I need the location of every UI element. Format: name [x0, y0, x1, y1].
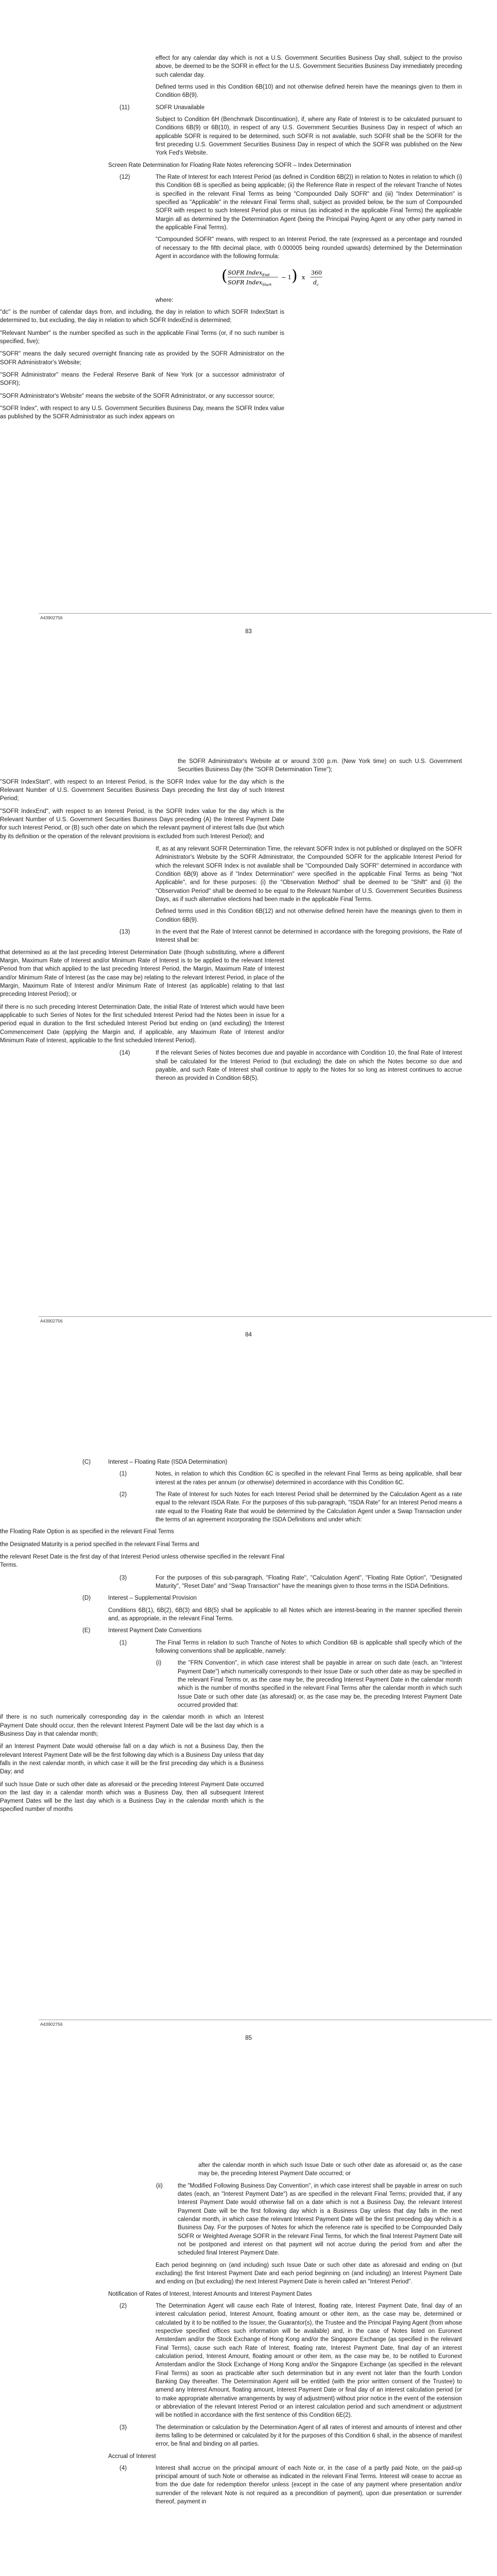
where-label: where: [156, 297, 174, 303]
list-item-text: "SOFR Administrator's Website" means the website of the SOFR Administrator, or any successor source; [0, 393, 275, 399]
document-id: A43902756 [40, 1318, 63, 1324]
list-item-text: "SOFR" means the daily secured overnight financing rate as provided by the SOFR Administrator on the SOFR Administrator's Website; [0, 351, 284, 366]
page-number: 84 [245, 1332, 252, 1338]
paragraph: Each period beginning on (and including) such Issue Date or such other date as aforesaid and ending on (but excluding) the first Interest Payment Date and each period beginning on (and including) an Interest Payment Date and ending on (but excluding) the next Interest Payment Date is herein called an "Interest Period". [156, 2262, 462, 2285]
footer-rule [39, 1316, 492, 1317]
condition-c2: (2) The Rate of Interest for such Notes for each Interest Period shall be determined by the Calculation Agent as a rate equal to the relevant ISDA Rate. For the purposes of this sub-paragraph, "ISDA Rate" for an Interest Period means a rate equal to the Floating Rate that would be determined by the Calculation Agent under a Swap Transaction under the terms of an agreement incorporating the ISDA Definitions and under which: [119, 1491, 462, 1523]
list-item [0, 1742, 264, 1776]
list-item-text: "Relevant Number" is the number specified as such in the applicable Final Terms (or, if no such number is specified, five); [0, 330, 284, 345]
svg-text:(: ( [221, 267, 228, 285]
paragraph: Subject to Condition 6H (Benchmark Discontinuation), if, where any Rate of Interest is to be calculated pursuant to Conditions 6B(9) or 6B(10), in respect of any U.S. Government Securities Business Day in respect of which an applicable SOFR is required to be determined, such SOFR is not available, such SOFR shall be the SOFR for the first preceding U.S. Government Securities Business Day in respect of which the SOFR was published on the New York Fed's Website. [156, 116, 462, 157]
condition-11: (11) SOFR Unavailable [119, 104, 205, 111]
list-item-text: if such Issue Date or such other date as aforesaid or the preceding Interest Payment Date occurred on the last day in a calendar month which was a Business Day, then all subsequent Interest Payment Dates will be the last day which is a Business Day in the calendar month which is the specified number of months [0, 1781, 264, 1813]
svg-text:360: 360 [311, 269, 322, 277]
section-heading: Screen Rate Determination for Floating Rate Notes referencing SOFR – Index Determination [108, 162, 351, 168]
page-number: 85 [245, 2035, 252, 2041]
list-item-text: "dc" is the number of calendar days from, and including, the day in relation to which SOFR IndexStart is determined to, but excluding, the day in relation to which SOFR IndexEnd is determined; [0, 309, 284, 324]
paragraph: Conditions 6B(1), 6B(2), 6B(3) and 6B(5) shall be applicable to all Notes which are interest-bearing in the manner specified therein and, as appropriate, in the relevant Final Terms. [108, 1607, 462, 1622]
list-item-text: if an Interest Payment Date would otherwise fall on a day which is not a Business Day, then the relevant Interest Payment Date will be the first following day which is a Business Day unless that day falls in the next calendar month, in which case it will be the first preceding day which is a Business Day; and [0, 1743, 264, 1775]
svg-text:− 1: − 1 [281, 274, 292, 281]
paragraph: the SOFR Administrator's Website at or around 3:00 p.m. (New York time) on such U.S. Government Securities Business Day (the "SOFR Determination Time"); [178, 758, 462, 773]
list-item [0, 1781, 264, 1814]
document-id: A43902756 [40, 615, 63, 620]
paragraph: Defined terms used in this Condition 6B(12) and not otherwise defined herein have the meanings given to them in Condition 6B(9). [156, 908, 462, 923]
list-item [0, 1003, 284, 1045]
list-item [0, 371, 284, 388]
condition-e1-i: (i) the "FRN Convention", in which case interest shall be payable in arrear on such date (each, an "Interest Payment Date") which numerically corresponds to their Issue Date or such other date as may be specified in the relevant Final Terms or, as the case may be, the preceding Interest Payment Date in the calendar month which is the number of months specified in the relevant Final Terms after the calendar month in which such Issue Date or such other date (as aforesaid) or, as the case may be, the preceding Interest Payment Date occurred provided that: [156, 1660, 462, 1708]
footer-rule [39, 613, 492, 614]
list-item-text: if there is no such preceding Interest Determination Date, the initial Rate of Interest which would have been applicable to such Series of Notes for the first scheduled Interest Period had the Notes been in issue for a period equal in duration to the first scheduled Interest Period but ending on (and excluding) the Interest Commencement Date (applying the Margin and, if applicable, any Maximum Rate of Interest and/or Minimum Rate of Interest, applicable to the first scheduled Interest Period). [0, 1004, 284, 1044]
section-heading-e: (E) Interest Payment Date Conventions [82, 1628, 202, 1634]
list-item [0, 392, 284, 400]
list-item-text: the relevant Reset Date is the first day of that Interest Period unless otherwise specified in the relevant Final Terms. [0, 1553, 284, 1569]
list-item [0, 1713, 264, 1738]
list-item-text: "SOFR Administrator" means the Federal Reserve Bank of New York (or a successor administrator of SOFR); [0, 371, 284, 387]
list-item-text: "SOFR IndexEnd", with respect to an Interest Period, is the SOFR Index value for the day which is the Relevant Number of U.S. Government Securities Business Days preceding (A) the Interest Payment Date for such Interest Period, or (B) such other date on which the relevant payment of interest falls due (but which by its definition or the operation of the relevant provisions is excluded from such Interest Period); and [0, 808, 284, 840]
condition-e3: (3) The determination or calculation by the Determination Agent of all rates of interest and amounts of interest and other items falling to be determined or calculated by it for the purposes of this Condition 6 shall, in the absence of manifest error, be final and binding on all parties. [119, 2424, 462, 2448]
paragraph: Defined terms used in this Condition 6B(10) and not otherwise defined herein have the meanings given to them in Condition 6B(9). [156, 83, 462, 99]
svg-text:x: x [302, 274, 305, 281]
list-item [0, 350, 284, 367]
section-heading: Accrual of Interest [108, 2453, 156, 2460]
paragraph: after the calendar month in which such Issue Date or such other date as aforesaid or, as the case may be, the preceding Interest Payment Date occurred; or [198, 2162, 462, 2177]
paragraph: "Compounded SOFR" means, with respect to an Interest Period, the rate (expressed as a percentage and rounded of necessary to the fifth decimal place, with 0.000005 being rounded upwards) determined by the Determination Agent in accordance with the following formula: [156, 236, 462, 260]
definitions-list [0, 308, 497, 421]
condition-13-items [0, 948, 497, 1045]
svg-text:SOFR IndexStart: SOFR Index$_{Start}$ [228, 279, 272, 287]
paragraph: effect for any calendar day which is not a U.S. Government Securities Business Day shall, subject to the proviso above, be deemed to be the SOFR in effect for the U.S. Government Securities Business Day immediately preceding such calendar day. [156, 55, 462, 78]
list-item [0, 1540, 284, 1549]
page-85 [0, 1406, 497, 2110]
condition-e4: (4) Interest shall accrue on the principal amount of each Note or, in the case of a partly paid Note, on the paid-up principal amount of such Note or otherwise as indicated in the relevant Final Terms. Interest will cease to accrue as from the due date for redemption therefor unless (except in the case of any payment where presentation and/or surrender of the relevant Note is not required as a precondition of payment), upon due presentation or surrender thereof, payment in [119, 2465, 462, 2505]
condition-12: (12) The Rate of Interest for each Interest Period (as defined in Condition 6B(2)) in relation to Notes in relation to which (i) this Condition 6B is specified as being applicable; (ii) the Reference Rate in respect of the relevant Tranche of Notes is specified in the relevant Final Terms as being "Compounded Daily SOFR" and (iii) "Index Determination" is specified as "Applicable" in the relevant Final Terms shall, subject as provided below, be the sum of Compounded SOFR with respect to such Interest Period plus or minus (as indicated in the applicable Final Terms) the applicable Margin all as determined by the Determination Agent (being the Principal Paying Agent or any other party named in the applicable Final Terms). [119, 174, 462, 231]
condition-e1-ii: (ii) the "Modified Following Business Day Convention", in which case interest shall be payable in arrear on such dates (each, an "Interest Payment Date") as are specified in the relevant Final Terms; provided that, if any Interest Payment Date would otherwise fall on a date which is not a Business Day, the relevant Interest Payment Date will be the first following day which is a Business Day unless that day falls in the next calendar month, in which case the relevant Interest Payment Date will be the first preceding day which is a Business Day. For the purposes of Notes for which the reference rate is specified to be Compounded Daily SOFR or Weighted Average SOFR in the relevant Final Terms, for which the final Interest Payment Date will not be postponed and interest on that payment will not accrue during the period from and after the scheduled final Interest Payment Date. [156, 2182, 462, 2257]
condition-13: (13) In the event that the Rate of Interest cannot be determined in accordance with the foregoing provisions, the Rate of Interest shall be: [119, 928, 462, 944]
list-item-text: "SOFR IndexStart", with respect to an Interest Period, is the SOFR Index value for the day which is the Relevant Number of U.S. Government Securities Business Days preceding the first day of such Interest Period; [0, 778, 284, 802]
list-item [0, 948, 284, 999]
definitions-list [0, 778, 497, 841]
condition-e1-subitems [0, 1713, 497, 1814]
list-item [0, 404, 284, 421]
svg-text:dc: $d_c$ [313, 279, 319, 287]
section-heading-d: (D) Interest – Supplemental Provision [82, 1595, 197, 1602]
document-id: A43902756 [40, 2022, 63, 2027]
condition-e1: (1) The Final Terms in relation to such Tranche of Notes to which Condition 6B is applicable shall specify which of the following conventions shall be applicable, namely: [119, 1639, 462, 1654]
condition-14: (14) If the relevant Series of Notes becomes due and payable in accordance with Condition 10, the final Rate of Interest shall be calculated for the Interest Period to (but excluding) the date on which the Notes become so due and payable, and such Rate of Interest shall continue to apply to the Notes for so long as interest continues to accrue thereon as provided in Condition 6B(5). [119, 1050, 462, 1082]
condition-title: SOFR Unavailable [156, 104, 205, 111]
paragraph: If, as at any relevant SOFR Determination Time, the relevant SOFR Index is not published or displayed on the SOFR Administrator's Website by the SOFR Administrator, the Compounded SOFR for the applicable Interest Period for which the relevant SOFR Index is not available shall be "Compounded Daily SOFR" determined in accordance with Condition 6B(9) above as if "Index Determination" were specified in the applicable Final Terms as being "Not Applicable", and for these purposes: (i) the "Observation Method" shall be deemed to be "Shift" and (ii) the "Observation Period" shall be deemed to be equal to the Relevant Number of U.S. Government Securities Business Days, as if such alternative elections had been made in the applicable Final Terms. [156, 845, 462, 903]
list-item-text: if there is no such numerically corresponding day in the calendar month in which an Interest Payment Date should occur, then the relevant Interest Payment Date will be the last day which is a Business Day in that calendar month; [0, 1714, 264, 1737]
svg-text:SOFR IndexEnd: SOFR Index$_{End}$ [228, 269, 270, 278]
condition-c2-items [0, 1528, 497, 1569]
list-item [0, 1528, 284, 1536]
condition-c1: (1) Notes, in relation to which this Condition 6C is specified in the relevant Final Terms as being applicable, shall bear interest at the rates per annum (or otherwise) determined in accordance with this Condition 6C. [119, 1471, 462, 1486]
page-86 [0, 2110, 497, 2576]
compounded-sofr-formula [216, 266, 371, 289]
list-item [0, 1553, 284, 1570]
condition-e2: (2) The Determination Agent will cause each Rate of Interest, floating rate, Interest Payment Date, final day of an interest calculation period, Interest Amount, floating amount or other item, as the case may be, determined or calculated by it to be notified to the Issuer, the Guarantor(s), the Trustee and the Principal Paying Agent (from whose respective specified offices such information will be available) and, in the case of Notes listed on Euronext Amsterdam and/or the Stock Exchange of Hong Kong and/or the Singapore Exchange (as specified in the relevant Final Terms), cause such each Rate of Interest, floating rate, Interest Payment Date, final day of an interest calculation period, Interest Amount, floating amount or other item, as the case may be, to be notified to Euronext Amsterdam and/or the Stock Exchange of Hong Kong and/or the Singapore Exchange (as specified in the relevant Final Terms) as soon as practicable after such determination but in any event not later than the fourth London Banking Day thereafter. The Determination Agent will be entitled (with the prior written consent of the Trustee) to amend any Interest Amount, floating amount, Interest Payment Date or final day of an interest calculation period (or to make appropriate alternative arrangements by way of adjustment) without prior notice in the event of the extension or abbreviation of the relevant Interest Period or an interest calculation period and such amendment or adjustment will be notified in accordance with the first sentence of this Condition 6E(2). [119, 2302, 462, 2419]
section-heading-c: (C) Interest – Floating Rate (ISDA Determination) [82, 1459, 228, 1465]
list-item-text: "SOFR Index", with respect to any U.S. Government Securities Business Day, means the SOFR Index value as published by the SOFR Administrator as such index appears on [0, 405, 284, 420]
list-item [0, 329, 284, 346]
list-item-text: the Floating Rate Option is as specified in the relevant Final Terms [0, 1529, 174, 1535]
list-item [0, 807, 284, 841]
list-item-text: the Designated Maturity is a period specified in the relevant Final Terms and [0, 1541, 199, 1548]
page-number: 83 [245, 629, 252, 635]
page-83 [0, 0, 497, 703]
svg-text:): ) [292, 267, 298, 285]
condition-c3: (3) For the purposes of this sub-paragraph, "Floating Rate", "Calculation Agent", "Floating Rate Option", "Designated Maturity", "Reset Date" and "Swap Transaction" have the meanings given to those terms in the ISDA Definitions. [119, 1574, 462, 1589]
list-item [0, 308, 284, 325]
list-item-text: that determined as at the last preceding Interest Determination Date (though substituting, where a different Margin, Maximum Rate of Interest and/or Minimum Rate of Interest is to be applied to the relevant Interest Period from that which applied to the last preceding Interest Period, the Margin, Maximum Rate of Interest and/or Minimum Rate of Interest (as the case may be) relating to the relevant Interest Period, in place of the Margin, Maximum Rate of Interest and/or Minimum Rate of Interest (as applicable) relating to that last preceding Interest Period); or [0, 949, 284, 998]
list-item [0, 778, 284, 803]
page-84 [0, 703, 497, 1406]
section-heading: Notification of Rates of Interest, Interest Amounts and Interest Payment Dates [108, 2291, 312, 2297]
